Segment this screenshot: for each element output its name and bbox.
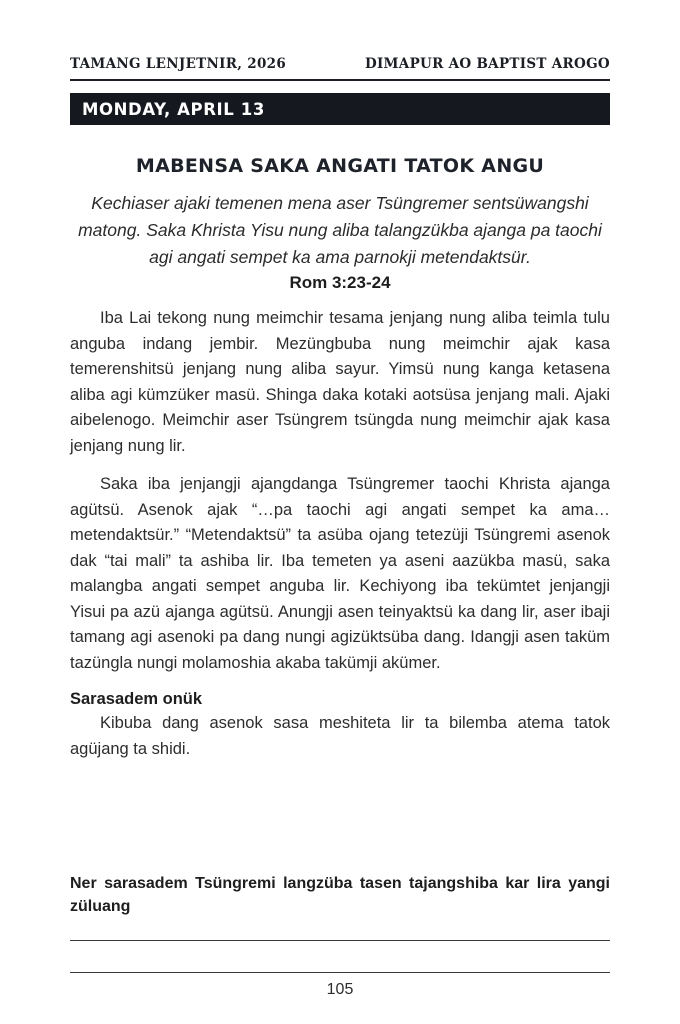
writing-line-2 <box>70 972 610 973</box>
scripture-reference: Rom 3:23-24 <box>289 273 391 292</box>
prayer-prompt: Ner sarasadem Tsüngremi langzüba tasen tajangshiba kar lira yangi züluang <box>70 875 610 915</box>
date-banner-label: MONDAY, APRIL 13 <box>82 99 265 119</box>
header-divider <box>70 79 610 81</box>
page-header <box>70 56 610 72</box>
page-number: 105 <box>326 981 354 998</box>
publication-title: TAMANG LENJETNIR, 2026 <box>70 56 287 72</box>
section-heading: Sarasadem onük <box>70 690 203 708</box>
devotion-paragraph-1: Iba Lai tekong nung meimchir tesama jenjang nung aliba teimla tulu anguba indang jembir. Mezüngbuba nung meimchir ajak kasa temerenshitsü jenjang nung aliba sayur. Yimsü nung kanga ketasena aliba agi kümzüker masü. Shinga daka kotaki aotsüsa jenjang mali. Ajaki aibelenogo. Meimchir aser Tsüngrem tsüngda nung meimchir ajak kasa jenjang nung lir. <box>70 309 610 455</box>
date-banner <box>70 93 610 125</box>
scripture-verse: Kechiaser ajaki temenen mena aser Tsüngremer sentsüwangshi matong. Saka Khrista Yisu nung aliba talangzükba ajanga pa taochi agi angati sempet ka ama parnokji metendaktsür. <box>78 193 602 267</box>
writing-line-1 <box>70 940 610 941</box>
section-paragraph: Kibuba dang asenok sasa meshiteta lir ta bilemba atema tatok agüjang ta shidi. <box>70 714 610 758</box>
devotion-title: MABENSA SAKA ANGATI TATOK ANGU <box>135 155 545 177</box>
response-section <box>70 872 610 999</box>
devotion-paragraph-2: Saka iba jenjangji ajangdanga Tsüngremer taochi Khrista ajanga agütsü. Asenok ajak “…pa taochi agi angati sempet ka ama… metendaktsür.” “Metendaktsü” ta asüba ojang tetezüji Tsüngremi asenok dak “tai mali” ta ashiba lir. Iba temeten ya aseni aazükba masü, saka malangba angati sempet anguba lir. Kechiyong iba tekümtet jenjangji Yisui pa azü ajanga agütsü. Anungji asen teinyaktsü ka dang lir, aser ibaji tamang agi asenoki pa dang nungi agizüktsüba dang. Idangji asen taküm tazüngla nungi molamoshia akaba takümji akümer. <box>70 475 610 672</box>
church-name: DIMAPUR AO BAPTIST AROGO <box>364 56 610 72</box>
